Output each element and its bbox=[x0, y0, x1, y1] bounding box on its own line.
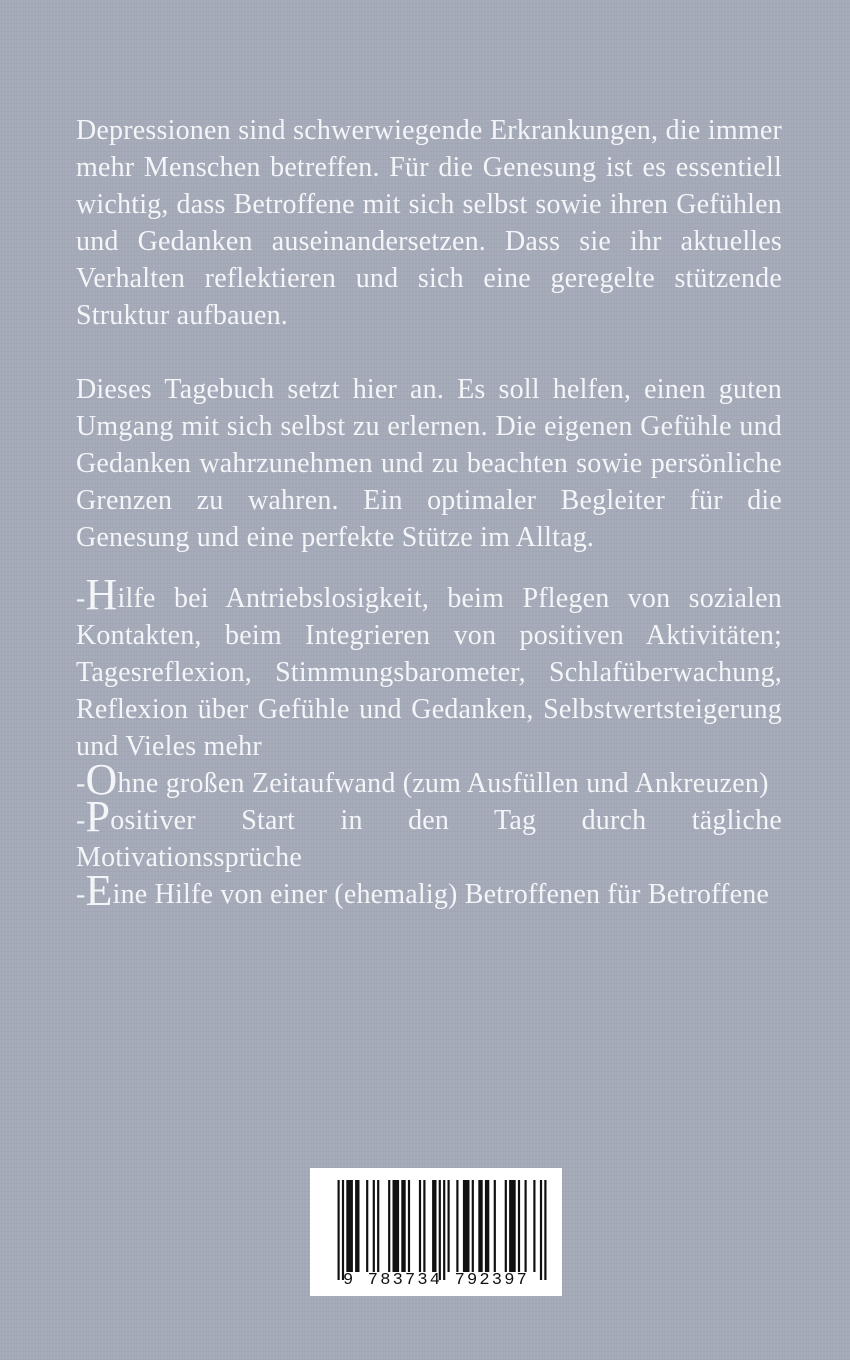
bullet-dash: - bbox=[76, 768, 86, 799]
feature-item-time bbox=[76, 755, 782, 804]
barcode-bar bbox=[443, 1180, 445, 1280]
barcode-bar bbox=[544, 1180, 546, 1280]
barcode-bar bbox=[463, 1180, 470, 1272]
barcode-bar bbox=[423, 1180, 425, 1272]
barcode-bar bbox=[494, 1180, 496, 1272]
intro-paragraph: Depressionen sind schwerwiegende Erkrankungen, die immer mehr Menschen betreffen. Für die Genesung ist es essentiell wichtig, dass Betroffene mit sich selbst sowie ihren Gefühlen und Gedanken auseinandersetzen. Dass sie ihr aktuelles Verhalten reflektieren und sich eine geregelte stützende Struktur aufbauen. bbox=[76, 115, 782, 331]
barcode-bar bbox=[377, 1180, 379, 1272]
barcode-bar bbox=[338, 1180, 340, 1280]
barcode-bar bbox=[478, 1180, 482, 1272]
isbn-number: 9 783734 792397 bbox=[342, 1271, 530, 1290]
barcode-bar bbox=[505, 1180, 507, 1272]
barcode-bar bbox=[509, 1180, 516, 1272]
bullet-text: ine Hilfe von einer (ehemalig) Betroffenen für Betroffene bbox=[112, 879, 770, 910]
bullet-initial: H bbox=[85, 570, 118, 619]
barcode-bar bbox=[439, 1180, 441, 1280]
bullet-text: ilfe bei Antriebslosigkeit, beim Pflegen von sozialen Kontakten, beim Integrieren von positiven Aktivitäten; Tagesreflexion, Stimmungsbarometer, Schlafüberwachung, Reflexion über Gefühle und Gedanken, Selbstwertsteigerung und Vieles mehr bbox=[76, 583, 782, 762]
feature-list bbox=[76, 570, 782, 915]
feature-item-help bbox=[76, 570, 782, 765]
barcode-bar bbox=[472, 1180, 474, 1272]
barcode-bar bbox=[419, 1180, 421, 1272]
diary-paragraph: Dieses Tagebuch setzt hier an. Es soll helfen, einen guten Umgang mit sich selbst zu erlernen. Die eigenen Gefühle und Gedanken wahrzunehmen und zu beachten sowie persönliche Grenzen zu wahren. Ein optimaler Begleiter für die Genesung und eine perfekte Stütze im Alltag. bbox=[76, 374, 782, 553]
barcode-bar bbox=[388, 1180, 390, 1272]
back-cover-text bbox=[76, 112, 782, 913]
barcode-bar bbox=[342, 1180, 344, 1280]
bullet-text: ositiver Start in den Tag durch tägliche Motivationssprüche bbox=[76, 805, 782, 873]
barcode-bar bbox=[346, 1180, 353, 1272]
barcode-bar bbox=[525, 1180, 527, 1272]
barcode-bar bbox=[448, 1180, 450, 1272]
barcode-bar bbox=[366, 1180, 368, 1272]
bullet-initial: O bbox=[85, 755, 118, 804]
bullet-text: hne großen Zeitaufwand (zum Ausfüllen und Ankreuzen) bbox=[117, 768, 769, 799]
barcode-bar bbox=[355, 1180, 359, 1272]
bullet-dash: - bbox=[76, 805, 86, 836]
barcode-bar bbox=[456, 1180, 458, 1272]
barcode-bar bbox=[373, 1180, 375, 1272]
isbn-barcode bbox=[310, 1168, 562, 1296]
bullet-dash: - bbox=[76, 583, 86, 614]
barcode-bar bbox=[432, 1180, 436, 1272]
bullet-initial: E bbox=[85, 866, 113, 915]
barcode-bar bbox=[401, 1180, 405, 1272]
barcode-bar bbox=[540, 1180, 542, 1280]
barcode-bar bbox=[408, 1180, 410, 1272]
barcode-bar bbox=[533, 1180, 535, 1272]
feature-item-author bbox=[76, 866, 782, 915]
feature-item-motivation bbox=[76, 792, 782, 876]
barcode-bar bbox=[485, 1180, 489, 1272]
barcode-bar bbox=[393, 1180, 400, 1272]
bullet-dash: - bbox=[76, 879, 86, 910]
barcode-bar bbox=[518, 1180, 520, 1272]
bullet-initial: P bbox=[85, 792, 111, 841]
